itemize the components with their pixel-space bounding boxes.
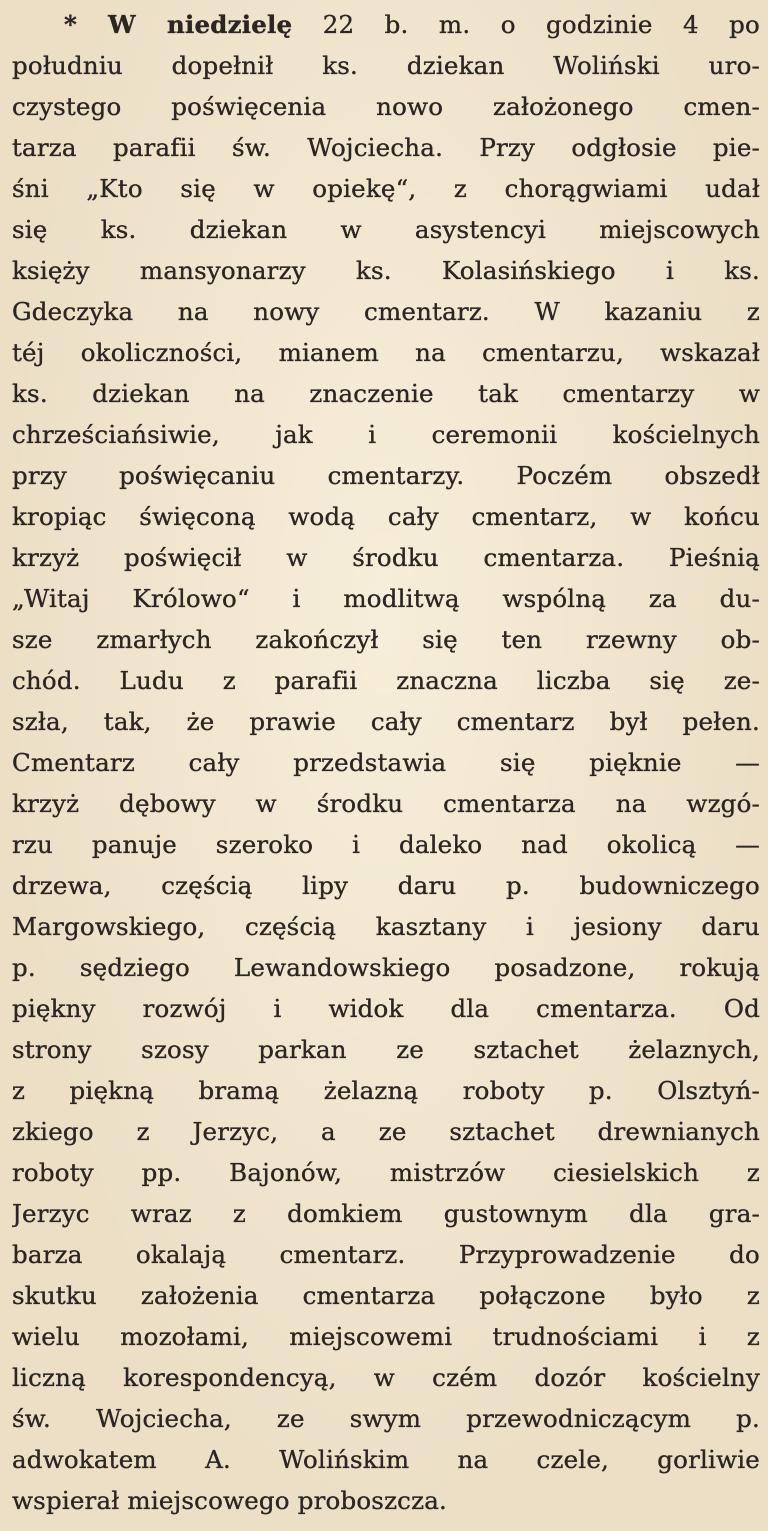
article-lead: * W niedzielę	[64, 10, 293, 39]
article-line: téj okoliczności, mianem na cmentarzu, wskazał	[12, 338, 760, 367]
article-line: kropiąc święconą wodą cały cmentarz, w końcu	[12, 502, 760, 531]
article-line: „Witaj Królowo“ i modlitwą wspólną za du-	[12, 584, 760, 613]
article-line: rzu panuje szeroko i daleko nad okolicą —	[12, 830, 760, 859]
article-line: piękny rozwój i widok dla cmentarza. Od	[12, 994, 760, 1023]
article-line: zkiego z Jerzyc, a ze sztachet drewnianych	[12, 1117, 760, 1146]
article-line: p. sędziego Lewandowskiego posadzone, rokują	[12, 953, 760, 982]
article-line: adwokatem A. Wolińskim na czele, gorliwie	[12, 1445, 760, 1474]
article-line: chód. Ludu z parafii znaczna liczba się ze-	[12, 666, 760, 695]
article-line: Cmentarz cały przedstawia się pięknie —	[12, 748, 760, 777]
article-line: południu dopełnił ks. dziekan Woliński uro-	[12, 51, 760, 80]
article-line: Gdeczyka na nowy cmentarz. W kazaniu z	[12, 297, 760, 326]
article-line: śni „Kto się w opiekę“, z chorągwiami udał	[12, 174, 760, 203]
article-line: szła, tak, że prawie cały cmentarz był pełen.	[12, 707, 760, 736]
article-line: się ks. dziekan w asystencyi miejscowych	[12, 215, 760, 244]
article-line: z piękną bramą żelazną roboty p. Olsztyń-	[12, 1076, 760, 1105]
article-line: barza okalają cmentarz. Przyprowadzenie do	[12, 1240, 760, 1269]
article-line: krzyż poświęcił w środku cmentarza. Pieśnią	[12, 543, 760, 572]
article-line: wielu mozołami, miejscowemi trudnościami i z	[12, 1322, 760, 1351]
article-line: roboty pp. Bajonów, mistrzów ciesielskich z	[12, 1158, 760, 1187]
article-line: św. Wojciecha, ze swym przewodniczącym p.	[12, 1404, 760, 1433]
article-line: sze zmarłych zakończył się ten rzewny ob-	[12, 625, 760, 654]
article-line: Margowskiego, częścią kasztany i jesiony daru	[12, 912, 760, 941]
article-line: krzyż dębowy w środku cmentarza na wzgó-	[12, 789, 760, 818]
article-line: skutku założenia cmentarza połączone było z	[12, 1281, 760, 1310]
article-line: drzewa, częścią lipy daru p. budowniczego	[12, 871, 760, 900]
article-line: przy poświęcaniu cmentarzy. Poczém obszedł	[12, 461, 760, 490]
article-line: chrześciańsiwie, jak i ceremonii kościelnych	[12, 420, 760, 449]
article-line: ks. dziekan na znaczenie tak cmentarzy w	[12, 379, 760, 408]
article-line: liczną korespondencyą, w czém dozór kościelny	[12, 1363, 760, 1392]
article-line: księży mansyonarzy ks. Kolasińskiego i ks.	[12, 256, 760, 285]
article-line: Jerzyc wraz z domkiem gustownym dla gra-	[12, 1199, 760, 1228]
article-line	[12, 4, 760, 45]
article-line: wspierał miejscowego proboszcza.	[12, 1486, 447, 1515]
article-line: strony szosy parkan ze sztachet żelaznych,	[12, 1035, 760, 1064]
article-line-text: 22 b. m. o godzinie 4 po	[292, 10, 760, 39]
article-line: tarza parafii św. Wojciecha. Przy odgłosie pie-	[12, 133, 760, 162]
article-line: czystego poświęcenia nowo założonego cmen-	[12, 92, 760, 121]
